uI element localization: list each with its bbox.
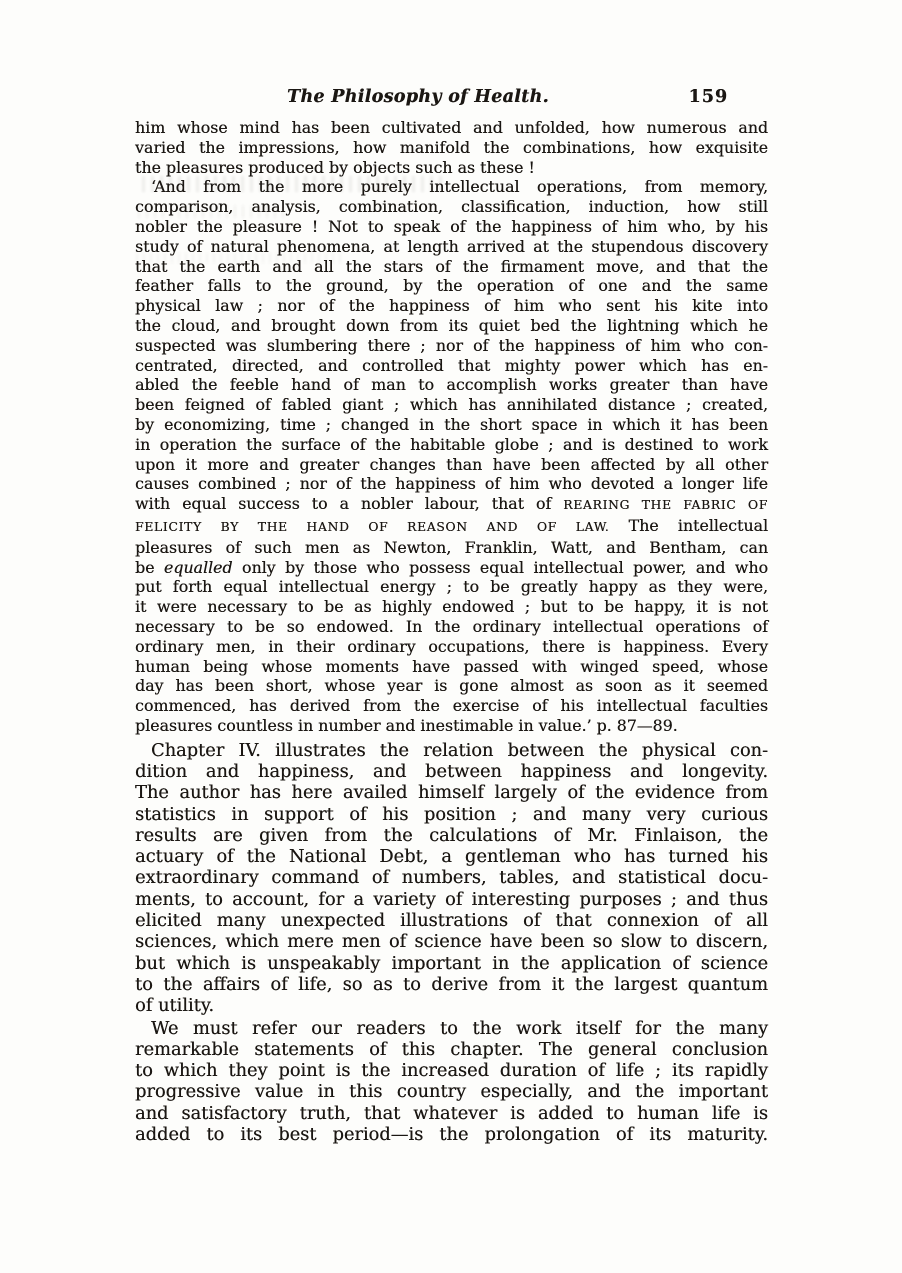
text-line — [135, 637, 768, 657]
text-line — [135, 740, 768, 761]
text-segment: varied the impressions, how manifold the combinations, how exquisite — [135, 137, 768, 157]
text-line — [135, 597, 768, 617]
text-segment: him whose mind has been cultivated and unfolded, how numerous and — [135, 118, 768, 137]
text-segment: The intellectual — [609, 515, 768, 535]
running-title: The Philosophy of Health. — [287, 87, 549, 107]
text-line — [135, 974, 768, 995]
text-segment: We must refer our readers to the work itself for the many — [151, 1017, 768, 1039]
text-line — [135, 676, 768, 696]
text-segment: pleasures of such men as Newton, Franklin, Watt, and Bentham, can — [135, 537, 768, 557]
text-segment: added to its best period—is the prolongation of its maturity. — [135, 1124, 768, 1146]
text-segment: only by those who possess equal intellectual power, and who — [232, 557, 769, 577]
text-line — [135, 953, 768, 974]
text-line — [135, 276, 768, 296]
text-line — [135, 617, 768, 637]
text-line — [135, 455, 768, 475]
text-segment: it were necessary to be as highly endowed ; but to be happy, it is not — [135, 597, 768, 617]
paragraph — [135, 177, 768, 735]
text-segment: human being whose moments have passed with winged speed, whose — [135, 656, 768, 676]
text-segment: ‘And from the more purely intellectual operations, from memory, — [151, 177, 768, 197]
text-line — [135, 415, 768, 435]
text-segment: ordinary men, in their ordinary occupations, there is happiness. Every — [135, 636, 768, 656]
text-line — [135, 696, 768, 716]
text-line — [135, 1103, 768, 1124]
text-segment: remarkable statements of this chapter. The general conclusion — [135, 1038, 768, 1060]
text-line — [135, 1060, 768, 1081]
text-line — [135, 336, 768, 356]
text-segment: in operation the surface of the habitable globe ; and is destined to work — [135, 434, 768, 454]
text-line — [135, 889, 768, 910]
text-line — [135, 296, 768, 316]
text-segment: The author has here availed himself largely of the evidence from — [135, 782, 768, 804]
text-segment: with equal success to a nobler labour, that of — [135, 494, 564, 514]
text-line — [135, 931, 768, 952]
text-segment: the cloud, and brought down from its quiet bed the lightning which he — [135, 315, 768, 335]
text-segment: be — [135, 557, 164, 577]
text-line — [135, 995, 768, 1016]
running-header — [135, 87, 768, 111]
text-line — [135, 1124, 768, 1145]
text-segment: nobler the pleasure ! Not to speak of the happiness of him who, by his — [135, 216, 768, 236]
text-line — [135, 395, 768, 415]
text-segment: comparison, analysis, combination, classification, induction, how still — [135, 197, 768, 217]
text-segment: equalled — [163, 557, 233, 577]
page-number: 159 — [688, 87, 728, 107]
text-segment: progressive value in this country especially, and the important — [135, 1081, 768, 1103]
text-line — [135, 494, 768, 516]
text-line — [135, 257, 768, 277]
paragraph — [135, 1018, 768, 1146]
text-segment: to the affairs of life, so as to derive from it the largest quantum — [135, 973, 768, 995]
text-segment: necessary to be so endowed. In the ordinary intellectual operations of — [135, 616, 768, 636]
text-segment: but which is unspeakably important in the application of science — [135, 952, 768, 974]
text-line — [135, 375, 768, 395]
text-segment: pleasures countless in number and inestimable in value.’ p. 87—89. — [135, 715, 678, 735]
text-segment: physical law ; nor of the happiness of him who sent his kite into — [135, 296, 768, 316]
text-line — [135, 356, 768, 376]
text-segment: commenced, has derived from the exercise of his intellectual faculties — [135, 696, 768, 716]
text-line — [135, 516, 768, 538]
text-line — [135, 316, 768, 336]
text-line — [135, 577, 768, 597]
page-text-block — [135, 118, 768, 1145]
text-segment: been feigned of fabled giant ; which has annihilated distance ; created, — [135, 395, 768, 415]
text-line — [135, 1081, 768, 1102]
text-segment: FELICITY BY THE HAND OF REASON AND OF LAW. — [135, 519, 610, 534]
text-segment: by economizing, time ; changed in the short space in which it has been — [135, 414, 768, 434]
text-segment: and satisfactory truth, that whatever is added to human life is — [135, 1102, 768, 1124]
text-segment: statistics in support of his position ; and many very curious — [135, 803, 768, 825]
text-segment: centrated, directed, and controlled that mighty power which has en- — [135, 355, 768, 375]
text-line — [135, 910, 768, 931]
text-line — [135, 825, 768, 846]
text-segment: abled the feeble hand of man to accomplish works greater than have — [135, 375, 768, 395]
text-line — [135, 1039, 768, 1060]
text-line — [135, 197, 768, 217]
text-segment: that the earth and all the stars of the firmament move, and that the — [135, 256, 768, 276]
text-line — [135, 158, 768, 178]
text-segment: put forth equal intellectual energy ; to be greatly happy as they were, — [135, 577, 768, 597]
text-segment: causes combined ; nor of the happiness of him who devoted a longer life — [135, 474, 768, 494]
text-segment: to which they point is the increased duration of life ; its rapidly — [135, 1060, 768, 1082]
text-line — [135, 761, 768, 782]
text-segment: upon it more and greater changes than have been affected by all other — [135, 454, 768, 474]
text-segment: sciences, which mere men of science have been so slow to discern, — [135, 931, 768, 953]
text-segment: ments, to account, for a variety of interesting purposes ; and thus — [135, 888, 768, 910]
text-segment: elicited many unexpected illustrations of that connexion of all — [135, 910, 768, 932]
text-line — [135, 237, 768, 257]
text-segment: of utility. — [135, 995, 215, 1017]
text-segment: results are given from the calculations of Mr. Finlaison, the — [135, 824, 768, 846]
text-line — [135, 177, 768, 197]
text-segment: actuary of the National Debt, a gentleman who has turned his — [135, 846, 768, 868]
text-segment: REARING THE FABRIC OF — [563, 498, 768, 513]
text-line — [135, 782, 768, 803]
text-segment: dition and happiness, and between happiness and longevity. — [135, 761, 768, 782]
text-segment: suspected was slumbering there ; nor of the happiness of him who con- — [135, 335, 768, 355]
text-line — [135, 657, 768, 677]
text-line — [135, 217, 768, 237]
text-segment: Chapter IV. illustrates the relation between the physical con- — [151, 739, 768, 761]
text-segment: study of natural phenomena, at length arrived at the stupendous discovery — [135, 236, 768, 256]
text-line — [135, 867, 768, 888]
text-line — [135, 435, 768, 455]
text-line — [135, 558, 768, 578]
text-segment: day has been short, whose year is gone almost as soon as it seemed — [135, 676, 768, 696]
text-line — [135, 716, 768, 736]
paragraph — [135, 740, 768, 1017]
paragraph — [135, 118, 768, 177]
text-segment: the pleasures produced by objects such as these ! — [135, 157, 535, 177]
text-line — [135, 804, 768, 825]
text-line — [135, 1018, 768, 1039]
text-line — [135, 474, 768, 494]
text-line — [135, 846, 768, 867]
text-line — [135, 138, 768, 158]
text-line — [135, 118, 768, 138]
text-segment: extraordinary command of numbers, tables, and statistical docu- — [135, 867, 768, 889]
text-line — [135, 538, 768, 558]
text-segment: feather falls to the ground, by the operation of one and the same — [135, 276, 768, 296]
